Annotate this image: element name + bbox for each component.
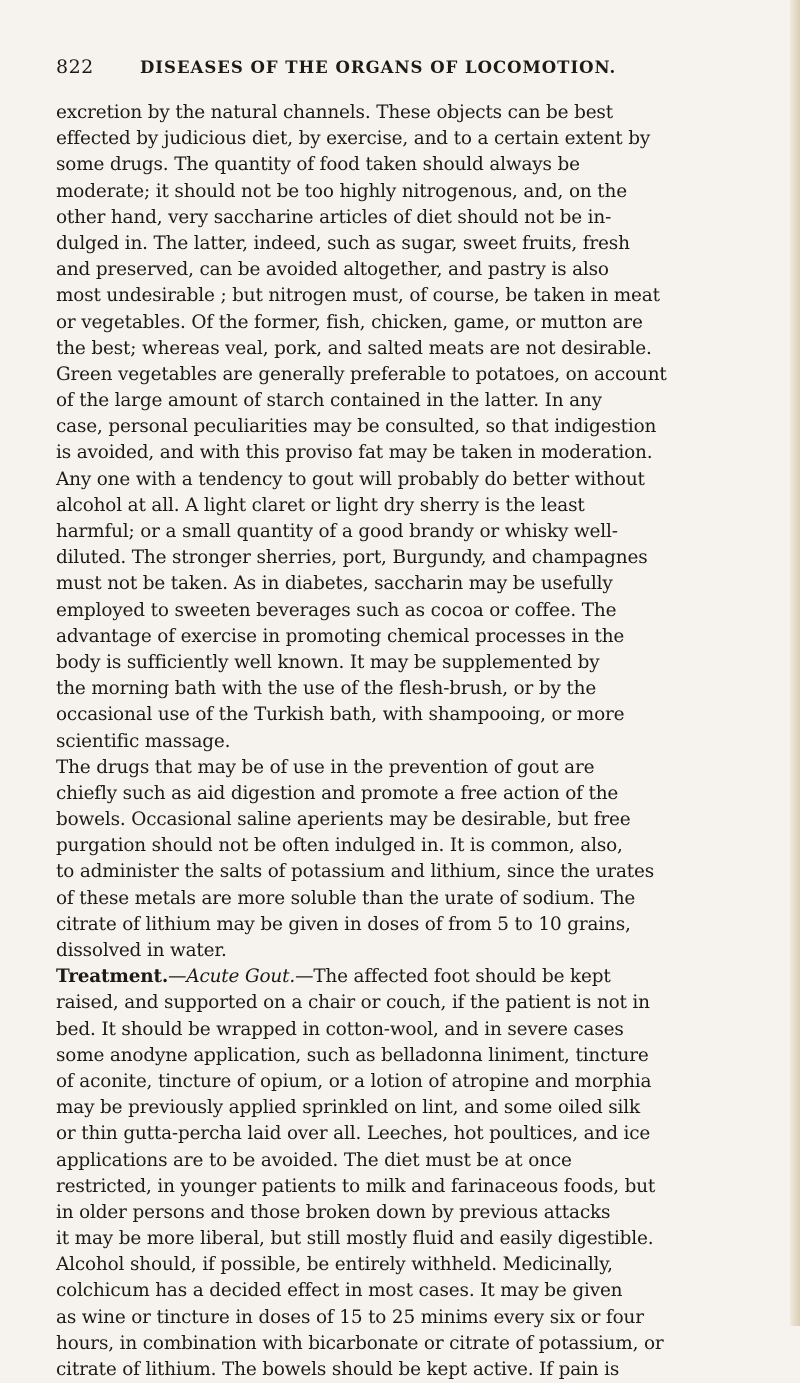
text-line: body is sufficiently well known. It may be supplemented by (56, 651, 600, 673)
text-line: The drugs that may be of use in the prevention of gout are (56, 756, 595, 778)
text-line: case, personal peculiarities may be consulted, so that indigestion (56, 416, 657, 438)
text-line: raised, and supported on a chair or couch, if the patient is not in (56, 992, 650, 1014)
treatment-subheading: Acute Gout. (186, 966, 296, 988)
text-line: dulged in. The latter, indeed, such as sugar, sweet fruits, fresh (56, 232, 630, 254)
text-line: Any one with a tendency to gout will probably do better without (56, 468, 645, 490)
treatment-dash: — (168, 966, 187, 988)
text-line: advantage of exercise in promoting chemical processes in the (56, 625, 625, 647)
text-line: scientific massage. (56, 730, 231, 752)
text-line: most undesirable ; but nitrogen must, of course, be taken in meat (56, 285, 660, 307)
text-line: and preserved, can be avoided altogether, and pastry is also (56, 259, 609, 281)
text-line: some drugs. The quantity of food taken should always be (56, 154, 580, 176)
text-line: other hand, very saccharine articles of diet should not be in- (56, 206, 612, 228)
text-line: dissolved in water. (56, 940, 227, 961)
text-line: to administer the salts of potassium and lithium, since the urates (56, 861, 655, 883)
text-line: alcohol at all. A light claret or light dry sherry is the least (56, 494, 585, 516)
text-line: Green vegetables are generally preferable to potatoes, on account (56, 363, 667, 385)
text-line: hours, in combination with bicarbonate or citrate of potassium, or (56, 1332, 664, 1354)
text-line: Alcohol should, if possible, be entirely withheld. Medicinally, (56, 1254, 613, 1276)
text-line: occasional use of the Turkish bath, with shampooing, or more (56, 704, 625, 726)
text-line: must not be taken. As in diabetes, saccharin may be usefully (56, 573, 613, 595)
treatment-first-line: —The affected foot should be kept (295, 966, 611, 988)
text-line: is avoided, and with this proviso fat may be taken in moderation. (56, 442, 653, 464)
running-head: DISEASES OF THE ORGANS OF LOCOMOTION. (140, 58, 617, 77)
text-line: of these metals are more soluble than the urate of sodium. The (56, 887, 636, 909)
text-line: may be previously applied sprinkled on lint, and some oiled silk (56, 1097, 641, 1119)
text-line: of aconite, tincture of opium, or a lotion of atropine and morphia (56, 1070, 652, 1092)
text-line: effected by judicious diet, by exercise, and to a certain extent by (56, 128, 651, 150)
text-line: applications are to be avoided. The diet must be at once (56, 1149, 572, 1171)
text-line: of the large amount of starch contained in the latter. In any (56, 390, 602, 412)
text-line: colchicum has a decided effect in most cases. It may be given (56, 1280, 623, 1302)
text-line: the morning bath with the use of the flesh-brush, or by the (56, 678, 597, 700)
page-number: 822 (56, 56, 94, 78)
text-line: or thin gutta-percha laid over all. Leeches, hot poultices, and ice (56, 1123, 651, 1145)
text-line: diluted. The stronger sherries, port, Burgundy, and champagnes (56, 547, 648, 569)
text-line: restricted, in younger patients to milk and farinaceous foods, but (56, 1175, 656, 1197)
page-edge (790, 0, 800, 1326)
text-line: bed. It should be wrapped in cotton-wool, and in severe cases (56, 1018, 624, 1040)
text-line: moderate; it should not be too highly nitrogenous, and, on the (56, 180, 627, 202)
treatment-heading: Treatment. (56, 966, 169, 988)
text-line: it may be more liberal, but still mostly fluid and easily digestible. (56, 1228, 654, 1250)
text-line: some anodyne application, such as belladonna liniment, tincture (56, 1044, 649, 1066)
text-line: bowels. Occasional saline aperients may be desirable, but free (56, 809, 631, 831)
treatment-line (56, 964, 786, 990)
text-line: harmful; or a small quantity of a good brandy or whisky well- (56, 521, 618, 542)
text-line: chiefly such as aid digestion and promote a free action of the (56, 782, 619, 804)
text-line: purgation should not be often indulged in. It is common, also, (56, 835, 623, 857)
text-line: the best; whereas veal, pork, and salted meats are not desirable. (56, 337, 652, 359)
text-line: or vegetables. Of the former, fish, chicken, game, or mutton are (56, 311, 643, 333)
text-line: employed to sweeten beverages such as cocoa or coffee. The (56, 599, 617, 621)
text-line: in older persons and those broken down by previous attacks (56, 1201, 611, 1223)
text-line: as wine or tincture in doses of 15 to 25 minims every six or four (56, 1306, 644, 1328)
text-line: citrate of lithium. The bowels should be kept active. If pain is (56, 1359, 620, 1380)
text-line: excretion by the natural channels. These objects can be best (56, 102, 613, 123)
text-line: citrate of lithium may be given in doses of from 5 to 10 grains, (56, 913, 631, 935)
body-text (56, 100, 786, 1383)
page-header (56, 56, 776, 80)
